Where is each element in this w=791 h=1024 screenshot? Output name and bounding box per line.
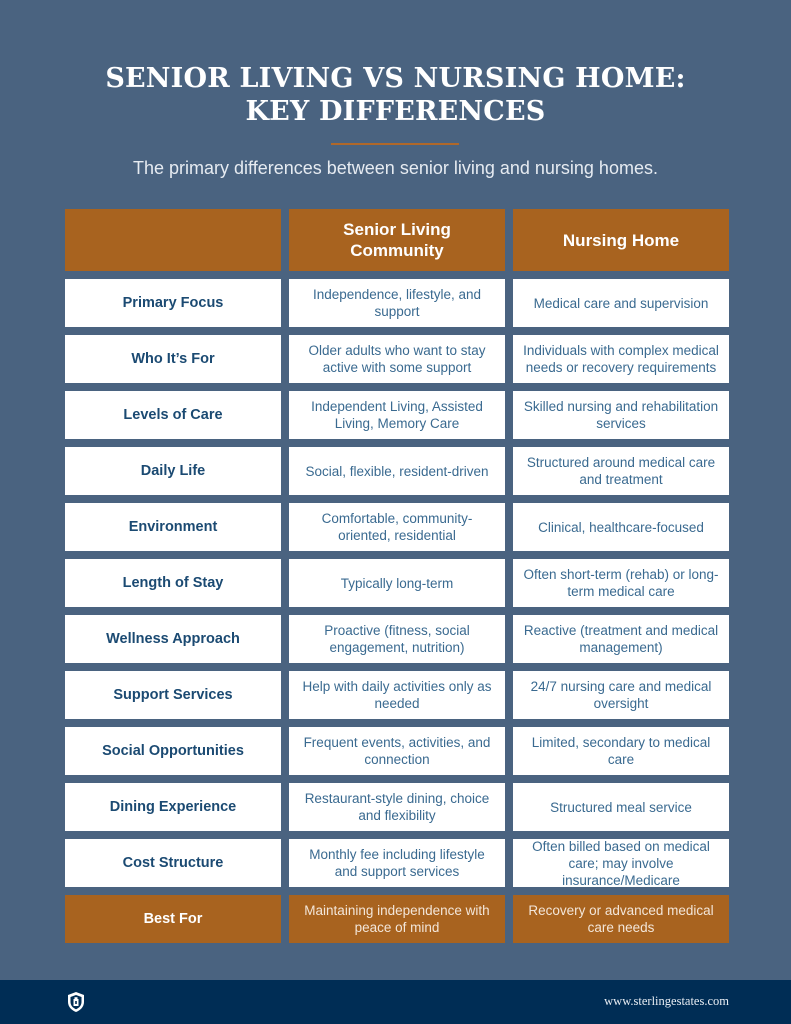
table-header-row — [65, 209, 729, 271]
table-row-best-for — [65, 895, 729, 943]
senior-living-cell: Independence, lifestyle, and support — [289, 279, 505, 327]
header-cell-senior-living: Senior Living Community — [289, 209, 505, 271]
title-line-2: KEY DIFFERENCES — [245, 96, 546, 127]
nursing-home-cell: 24/7 nursing care and medical oversight — [513, 671, 729, 719]
header-cell-nursing-home: Nursing Home — [513, 209, 729, 271]
nursing-home-cell: Limited, secondary to medical care — [513, 727, 729, 775]
row-label: Wellness Approach — [65, 615, 281, 663]
table-row — [65, 727, 729, 775]
table-row — [65, 615, 729, 663]
nursing-home-cell: Skilled nursing and rehabilitation services — [513, 391, 729, 439]
row-label: Dining Experience — [65, 783, 281, 831]
senior-living-cell: Help with daily activities only as needed — [289, 671, 505, 719]
table-row — [65, 839, 729, 887]
row-label: Cost Structure — [65, 839, 281, 887]
nursing-home-cell: Recovery or advanced medical care needs — [513, 895, 729, 943]
row-label: Length of Stay — [65, 559, 281, 607]
shield-crest-icon — [66, 991, 86, 1013]
table-row — [65, 447, 729, 495]
table-row — [65, 559, 729, 607]
title-line-1: SENIOR LIVING VS NURSING HOME: — [105, 63, 686, 94]
senior-living-cell: Typically long-term — [289, 559, 505, 607]
subtitle: The primary differences between senior living and nursing homes. — [133, 158, 658, 178]
row-label: Social Opportunities — [65, 727, 281, 775]
senior-living-cell: Comfortable, community-oriented, residential — [289, 503, 505, 551]
table-row — [65, 279, 729, 327]
row-label: Primary Focus — [65, 279, 281, 327]
senior-living-cell: Proactive (fitness, social engagement, nutrition) — [289, 615, 505, 663]
nursing-home-cell: Often billed based on medical care; may involve insurance/Medicare — [513, 839, 729, 887]
row-label: Best For — [65, 895, 281, 943]
footer-bar — [0, 980, 791, 1024]
nursing-home-cell: Structured meal service — [513, 783, 729, 831]
table-row — [65, 671, 729, 719]
nursing-home-cell: Clinical, healthcare-focused — [513, 503, 729, 551]
page-title — [0, 62, 791, 128]
senior-living-cell: Older adults who want to stay active with some support — [289, 335, 505, 383]
comparison-table — [65, 209, 729, 951]
nursing-home-cell: Reactive (treatment and medical management) — [513, 615, 729, 663]
table-row — [65, 391, 729, 439]
senior-living-cell: Restaurant-style dining, choice and flexibility — [289, 783, 505, 831]
nursing-home-cell: Medical care and supervision — [513, 279, 729, 327]
table-row — [65, 335, 729, 383]
row-label: Levels of Care — [65, 391, 281, 439]
header-cell-empty — [65, 209, 281, 271]
title-divider — [331, 143, 459, 145]
nursing-home-cell: Individuals with complex medical needs or recovery requirements — [513, 335, 729, 383]
row-label: Who It’s For — [65, 335, 281, 383]
table-row — [65, 503, 729, 551]
senior-living-cell: Social, flexible, resident-driven — [289, 447, 505, 495]
row-label: Support Services — [65, 671, 281, 719]
nursing-home-cell: Often short-term (rehab) or long-term medical care — [513, 559, 729, 607]
table-row — [65, 783, 729, 831]
row-label: Daily Life — [65, 447, 281, 495]
senior-living-cell: Maintaining independence with peace of mind — [289, 895, 505, 943]
website-link[interactable]: www.sterlingestates.com — [604, 994, 729, 1008]
senior-living-cell: Frequent events, activities, and connection — [289, 727, 505, 775]
nursing-home-cell: Structured around medical care and treatment — [513, 447, 729, 495]
senior-living-cell: Monthly fee including lifestyle and support services — [289, 839, 505, 887]
senior-living-cell: Independent Living, Assisted Living, Memory Care — [289, 391, 505, 439]
row-label: Environment — [65, 503, 281, 551]
